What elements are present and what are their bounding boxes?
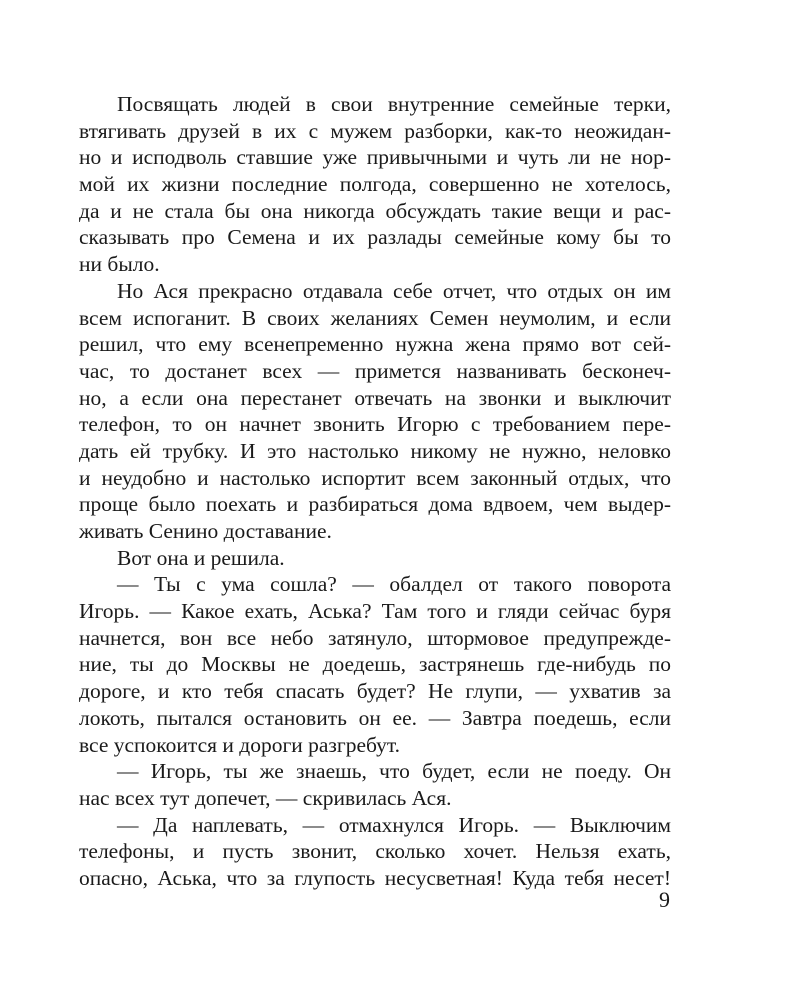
text-line: нас всех тут допечет, — скривилась Ася. bbox=[79, 785, 452, 810]
text-line: ние, ты до Москвы не доедешь, застрянешь где-нибудь по bbox=[79, 652, 671, 677]
text-line: дать ей трубку. И это настолько никому не нужно, неловко bbox=[79, 438, 671, 463]
text-line: всем испоганит. В своих желаниях Семен неумолим, и если bbox=[79, 305, 671, 330]
text-line: ни было. bbox=[79, 252, 160, 277]
text-line: дороге, и кто тебя спасать будет? Не глупи, — ухватив за bbox=[79, 679, 671, 704]
paragraph-1 bbox=[79, 91, 671, 278]
body-text bbox=[79, 91, 671, 892]
text-line: сказывать про Семена и их разлады семейные кому бы то bbox=[79, 225, 671, 250]
page-number: 9 bbox=[659, 887, 670, 912]
text-line: телефон, то он начнет звонить Игорю с требованием пере- bbox=[79, 412, 671, 437]
text-line: и неудобно и настолько испортит всем законный отдых, что bbox=[79, 465, 671, 490]
text-line: Но Ася прекрасно отдавала себе отчет, что отдых он им bbox=[117, 278, 671, 303]
text-line: но и исподволь ставшие уже привычными и чуть ли не нор- bbox=[79, 145, 671, 170]
text-line: проще было поехать и разбираться дома вдвоем, чем выдер- bbox=[79, 492, 671, 517]
text-line: но, а если она перестанет отвечать на звонки и выключит bbox=[79, 385, 671, 410]
text-line: живать Сенино доставание. bbox=[79, 519, 332, 543]
text-line: мой их жизни последние полгода, совершенно не хотелось, bbox=[79, 172, 671, 197]
text-line: опасно, Аська, что за глупость несусветная! Куда тебя несет! bbox=[79, 865, 671, 890]
text-line: втягивать друзей в их с мужем разборки, как-то неожидан- bbox=[79, 118, 671, 143]
text-line: начнется, вон все небо затянуло, штормовое предупрежде- bbox=[79, 625, 671, 650]
paragraph-3 bbox=[117, 545, 671, 572]
text-line: Игорь. — Какое ехать, Аська? Там того и гляди сейчас буря bbox=[79, 599, 671, 624]
text-line: — Ты с ума сошла? — обалдел от такого поворота bbox=[117, 572, 671, 597]
paragraph-5 bbox=[79, 758, 671, 811]
text-line: да и не стала бы она никогда обсуждать такие вещи и рас- bbox=[79, 198, 671, 223]
text-line: локоть, пытался остановить он ее. — Завтра поедешь, если bbox=[79, 705, 671, 730]
text-line: телефоны, и пусть звонит, сколько хочет. Нельзя ехать, bbox=[79, 839, 671, 864]
text-line: — Игорь, ты же знаешь, что будет, если не поеду. Он bbox=[117, 759, 671, 784]
text-line: Посвящать людей в свои внутренние семейные терки, bbox=[117, 92, 671, 116]
text-line: — Да наплевать, — отмахнулся Игорь. — Выключим bbox=[117, 812, 671, 837]
paragraph-2 bbox=[79, 278, 671, 545]
text-line: все успокоится и дороги разгребут. bbox=[79, 732, 401, 757]
text-line: час, то достанет всех — примется названивать бесконеч- bbox=[79, 358, 671, 383]
text-line: Вот она и решила. bbox=[117, 545, 285, 570]
text-line: решил, что ему всенепременно нужна жена прямо вот сей- bbox=[79, 332, 671, 357]
paragraph-4 bbox=[79, 571, 671, 758]
paragraph-6 bbox=[79, 812, 671, 892]
